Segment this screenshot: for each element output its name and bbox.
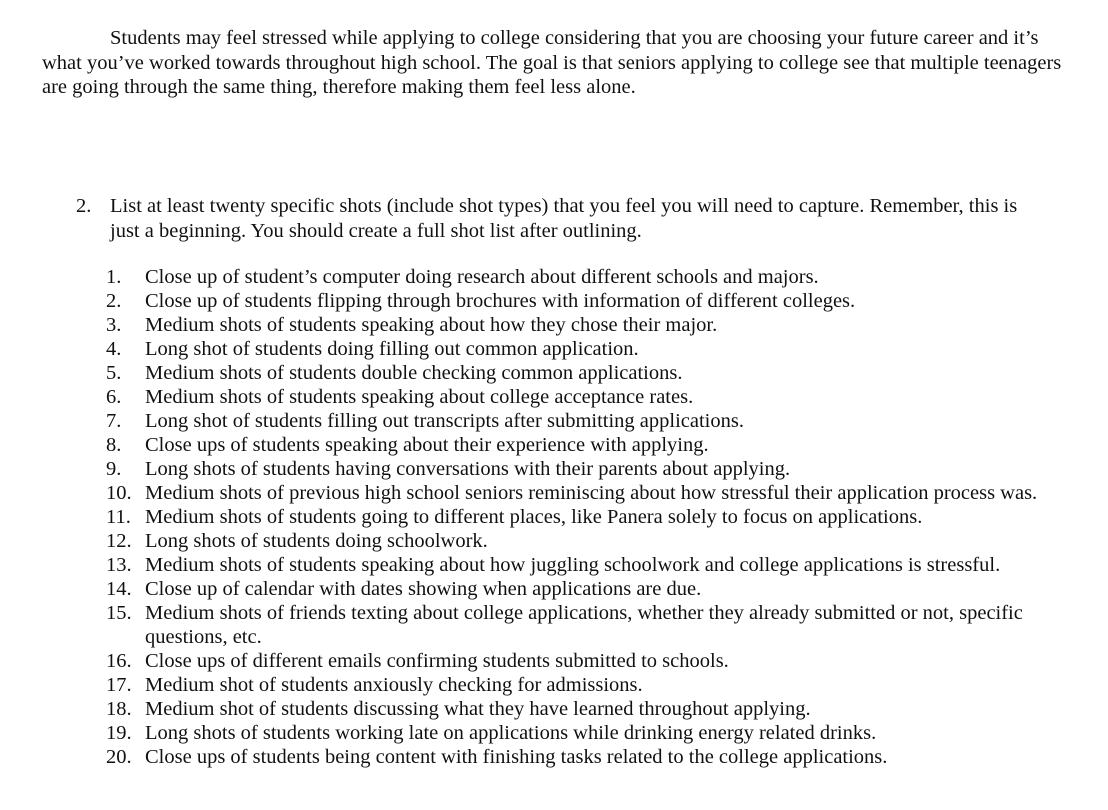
shot-description: Close ups of students speaking about their experience with applying. <box>145 434 709 456</box>
intro-paragraph: Students may feel stressed while applying to college considering that you are choosing your future career and it’s what you’ve worked towards throughout high school. The goal is that seniors applying to college see that multiple teenagers are going through the same thing, therefore making them feel less alone. <box>42 27 1062 98</box>
shot-list-item <box>106 337 1076 361</box>
shot-number: 16. <box>106 650 132 672</box>
shot-number: 6. <box>106 386 122 408</box>
shot-list-item <box>106 601 1076 649</box>
shot-description: Close ups of different emails confirming students submitted to schools. <box>145 650 729 672</box>
shot-list-item <box>106 673 1076 697</box>
shot-number: 9. <box>106 458 122 480</box>
shot-list-item <box>106 433 1076 457</box>
shot-description: Medium shots of students going to different places, like Panera solely to focus on applications. <box>145 506 923 528</box>
shot-number: 4. <box>106 338 122 360</box>
question-text: List at least twenty specific shots (include shot types) that you feel you will need to capture. Remember, this is just a beginning. You should create a full shot list after outlining. <box>110 195 1018 242</box>
shot-list <box>106 265 1076 769</box>
shot-number: 13. <box>106 554 132 576</box>
shot-description: Long shot of students filling out transcripts after submitting applications. <box>145 410 744 432</box>
shot-description: Medium shots of students speaking about how juggling schoolwork and college applications is stressful. <box>145 554 1001 576</box>
shot-list-item <box>106 649 1076 673</box>
shot-description: Medium shots of students speaking about college acceptance rates. <box>145 386 694 408</box>
shot-list-item <box>106 385 1076 409</box>
shot-number: 7. <box>106 410 122 432</box>
shot-list-item <box>106 313 1076 337</box>
shot-number: 18. <box>106 698 132 720</box>
shot-number: 19. <box>106 722 132 744</box>
shot-description: Long shots of students having conversations with their parents about applying. <box>145 458 791 480</box>
shot-description: Close up of student’s computer doing research about different schools and majors. <box>145 266 819 288</box>
shot-list-item <box>106 529 1076 553</box>
question-block <box>76 194 1076 243</box>
shot-description: Medium shots of previous high school seniors reminiscing about how stressful their application process was. <box>145 482 1038 504</box>
shot-description: Medium shots of students double checking common applications. <box>145 362 683 384</box>
shot-list-item <box>106 721 1076 745</box>
shot-list-item <box>106 457 1076 481</box>
shot-number: 5. <box>106 362 122 384</box>
shot-description: Medium shots of students speaking about how they chose their major. <box>145 314 718 336</box>
shot-number: 14. <box>106 578 132 600</box>
shot-number: 3. <box>106 314 122 336</box>
shot-description: Medium shot of students discussing what they have learned throughout applying. <box>145 698 811 720</box>
shot-description: Medium shot of students anxiously checking for admissions. <box>145 674 643 696</box>
shot-list-item <box>106 697 1076 721</box>
question-number: 2. <box>76 195 92 217</box>
shot-description: Medium shots of friends texting about college applications, whether they already submitted or not, specific questions, etc. <box>145 602 1023 648</box>
shot-list-item <box>106 409 1076 433</box>
shot-list-item <box>106 265 1076 289</box>
shot-number: 11. <box>106 506 131 528</box>
shot-number: 2. <box>106 290 122 312</box>
shot-list-item <box>106 745 1076 769</box>
shot-description: Close up of calendar with dates showing when applications are due. <box>145 578 702 600</box>
shot-description: Long shots of students doing schoolwork. <box>145 530 488 552</box>
shot-description: Long shot of students doing filling out common application. <box>145 338 639 360</box>
shot-number: 12. <box>106 530 132 552</box>
shot-list-item <box>106 505 1076 529</box>
shot-number: 17. <box>106 674 132 696</box>
shot-number: 20. <box>106 746 132 768</box>
shot-number: 10. <box>106 482 132 504</box>
shot-list-item <box>106 553 1076 577</box>
shot-list-item <box>106 289 1076 313</box>
shot-list-item <box>106 481 1076 505</box>
shot-list-item <box>106 577 1076 601</box>
shot-description: Close up of students flipping through brochures with information of different colleges. <box>145 290 856 312</box>
shot-number: 8. <box>106 434 122 456</box>
shot-description: Close ups of students being content with finishing tasks related to the college applications. <box>145 746 888 768</box>
shot-description: Long shots of students working late on applications while drinking energy related drinks. <box>145 722 877 744</box>
shot-list-item <box>106 361 1076 385</box>
shot-number: 15. <box>106 602 132 624</box>
shot-number: 1. <box>106 266 122 288</box>
